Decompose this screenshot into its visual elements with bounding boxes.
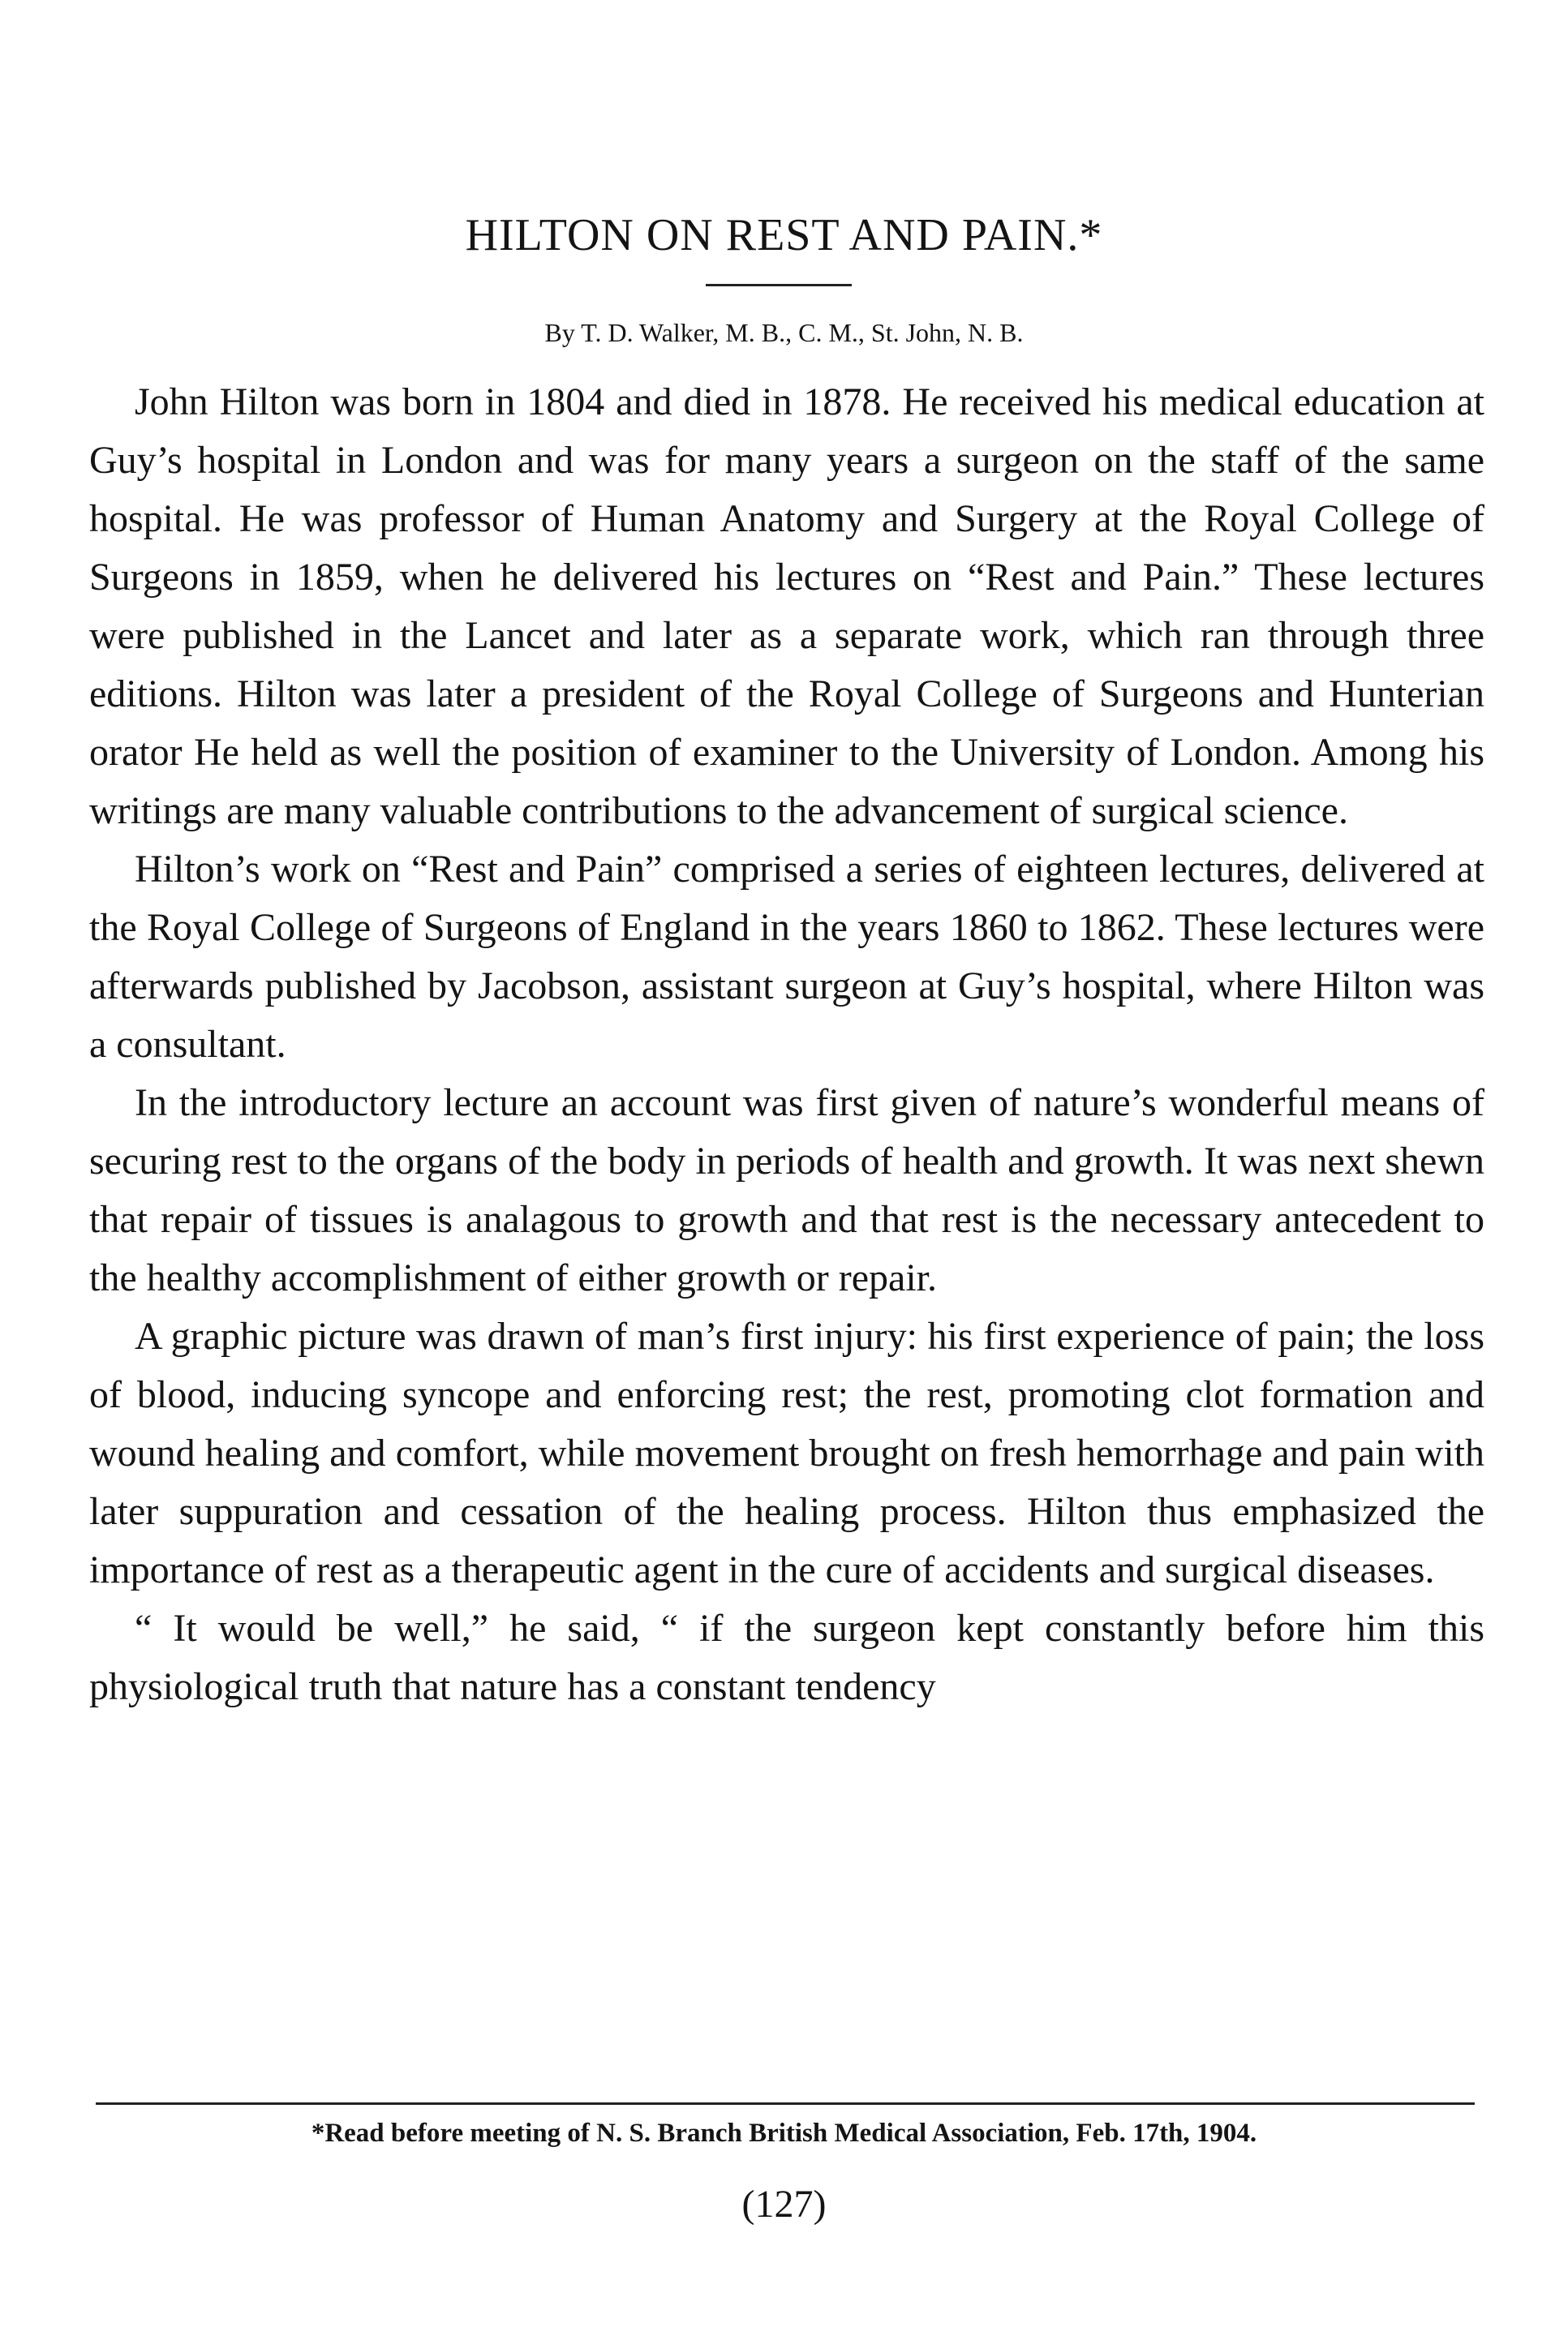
title-divider [706, 284, 852, 286]
paragraph: In the introductory lecture an account was first given of nature’s wonderful means of securing rest to the organs of the body in periods of health and growth. It was next shewn that repair of tissues is analagous to growth and that rest is the necessary antecedent to the healthy accomplishment of either growth or repair. [89, 1081, 1484, 1299]
author-byline: By T. D. Walker, M. B., C. M., St. John, N. B. [544, 318, 1024, 347]
paragraph: John Hilton was born in 1804 and died in 1878. He received his medical education at Guy’s hospital in London and was for many years a surgeon on the staff of the same hospital. He was professor of Human Anatomy and Surgery at the Royal College of Surgeons in 1859, when he delivered his lectures on “Rest and Pain.” These lectures were published in the Lancet and later as a separate work, which ran through three editions. Hilton was later a president of the Royal College of Surgeons and Hunterian orator He held as well the position of examiner to the University of London. Among his writings are many valuable contributions to the advancement of surgical science. [89, 380, 1484, 832]
footnote-divider [96, 2102, 1475, 2105]
paragraph: Hilton’s work on “Rest and Pain” comprised a series of eighteen lectures, delivered at the Royal College of Surgeons of England in the years 1860 to 1862. These lectures were afterwards published by Jacobson, assistant surgeon at Guy’s hospital, where Hilton was a consultant. [89, 848, 1484, 1066]
footnote: *Read before meeting of N. S. Branch British Medical Association, Feb. 17th, 1904. [311, 2119, 1257, 2148]
page-number: (127) [741, 2183, 827, 2226]
article-body [89, 373, 1484, 1716]
article-title: HILTON ON REST AND PAIN.* [465, 210, 1103, 260]
paragraph: A graphic picture was drawn of man’s first injury: his first experience of pain; the loss of blood, inducing syncope and enforcing rest; the rest, promoting clot formation and wound healing and comfort, while movement brought on fresh hemorrhage and pain with later suppuration and cessation of the healing process. Hilton thus emphasized the importance of rest as a therapeutic agent in the cure of accidents and surgical diseases. [89, 1315, 1484, 1591]
paragraph: “ It would be well,” he said, “ if the surgeon kept constantly before him this physiological truth that nature has a constant tendency [89, 1607, 1484, 1708]
